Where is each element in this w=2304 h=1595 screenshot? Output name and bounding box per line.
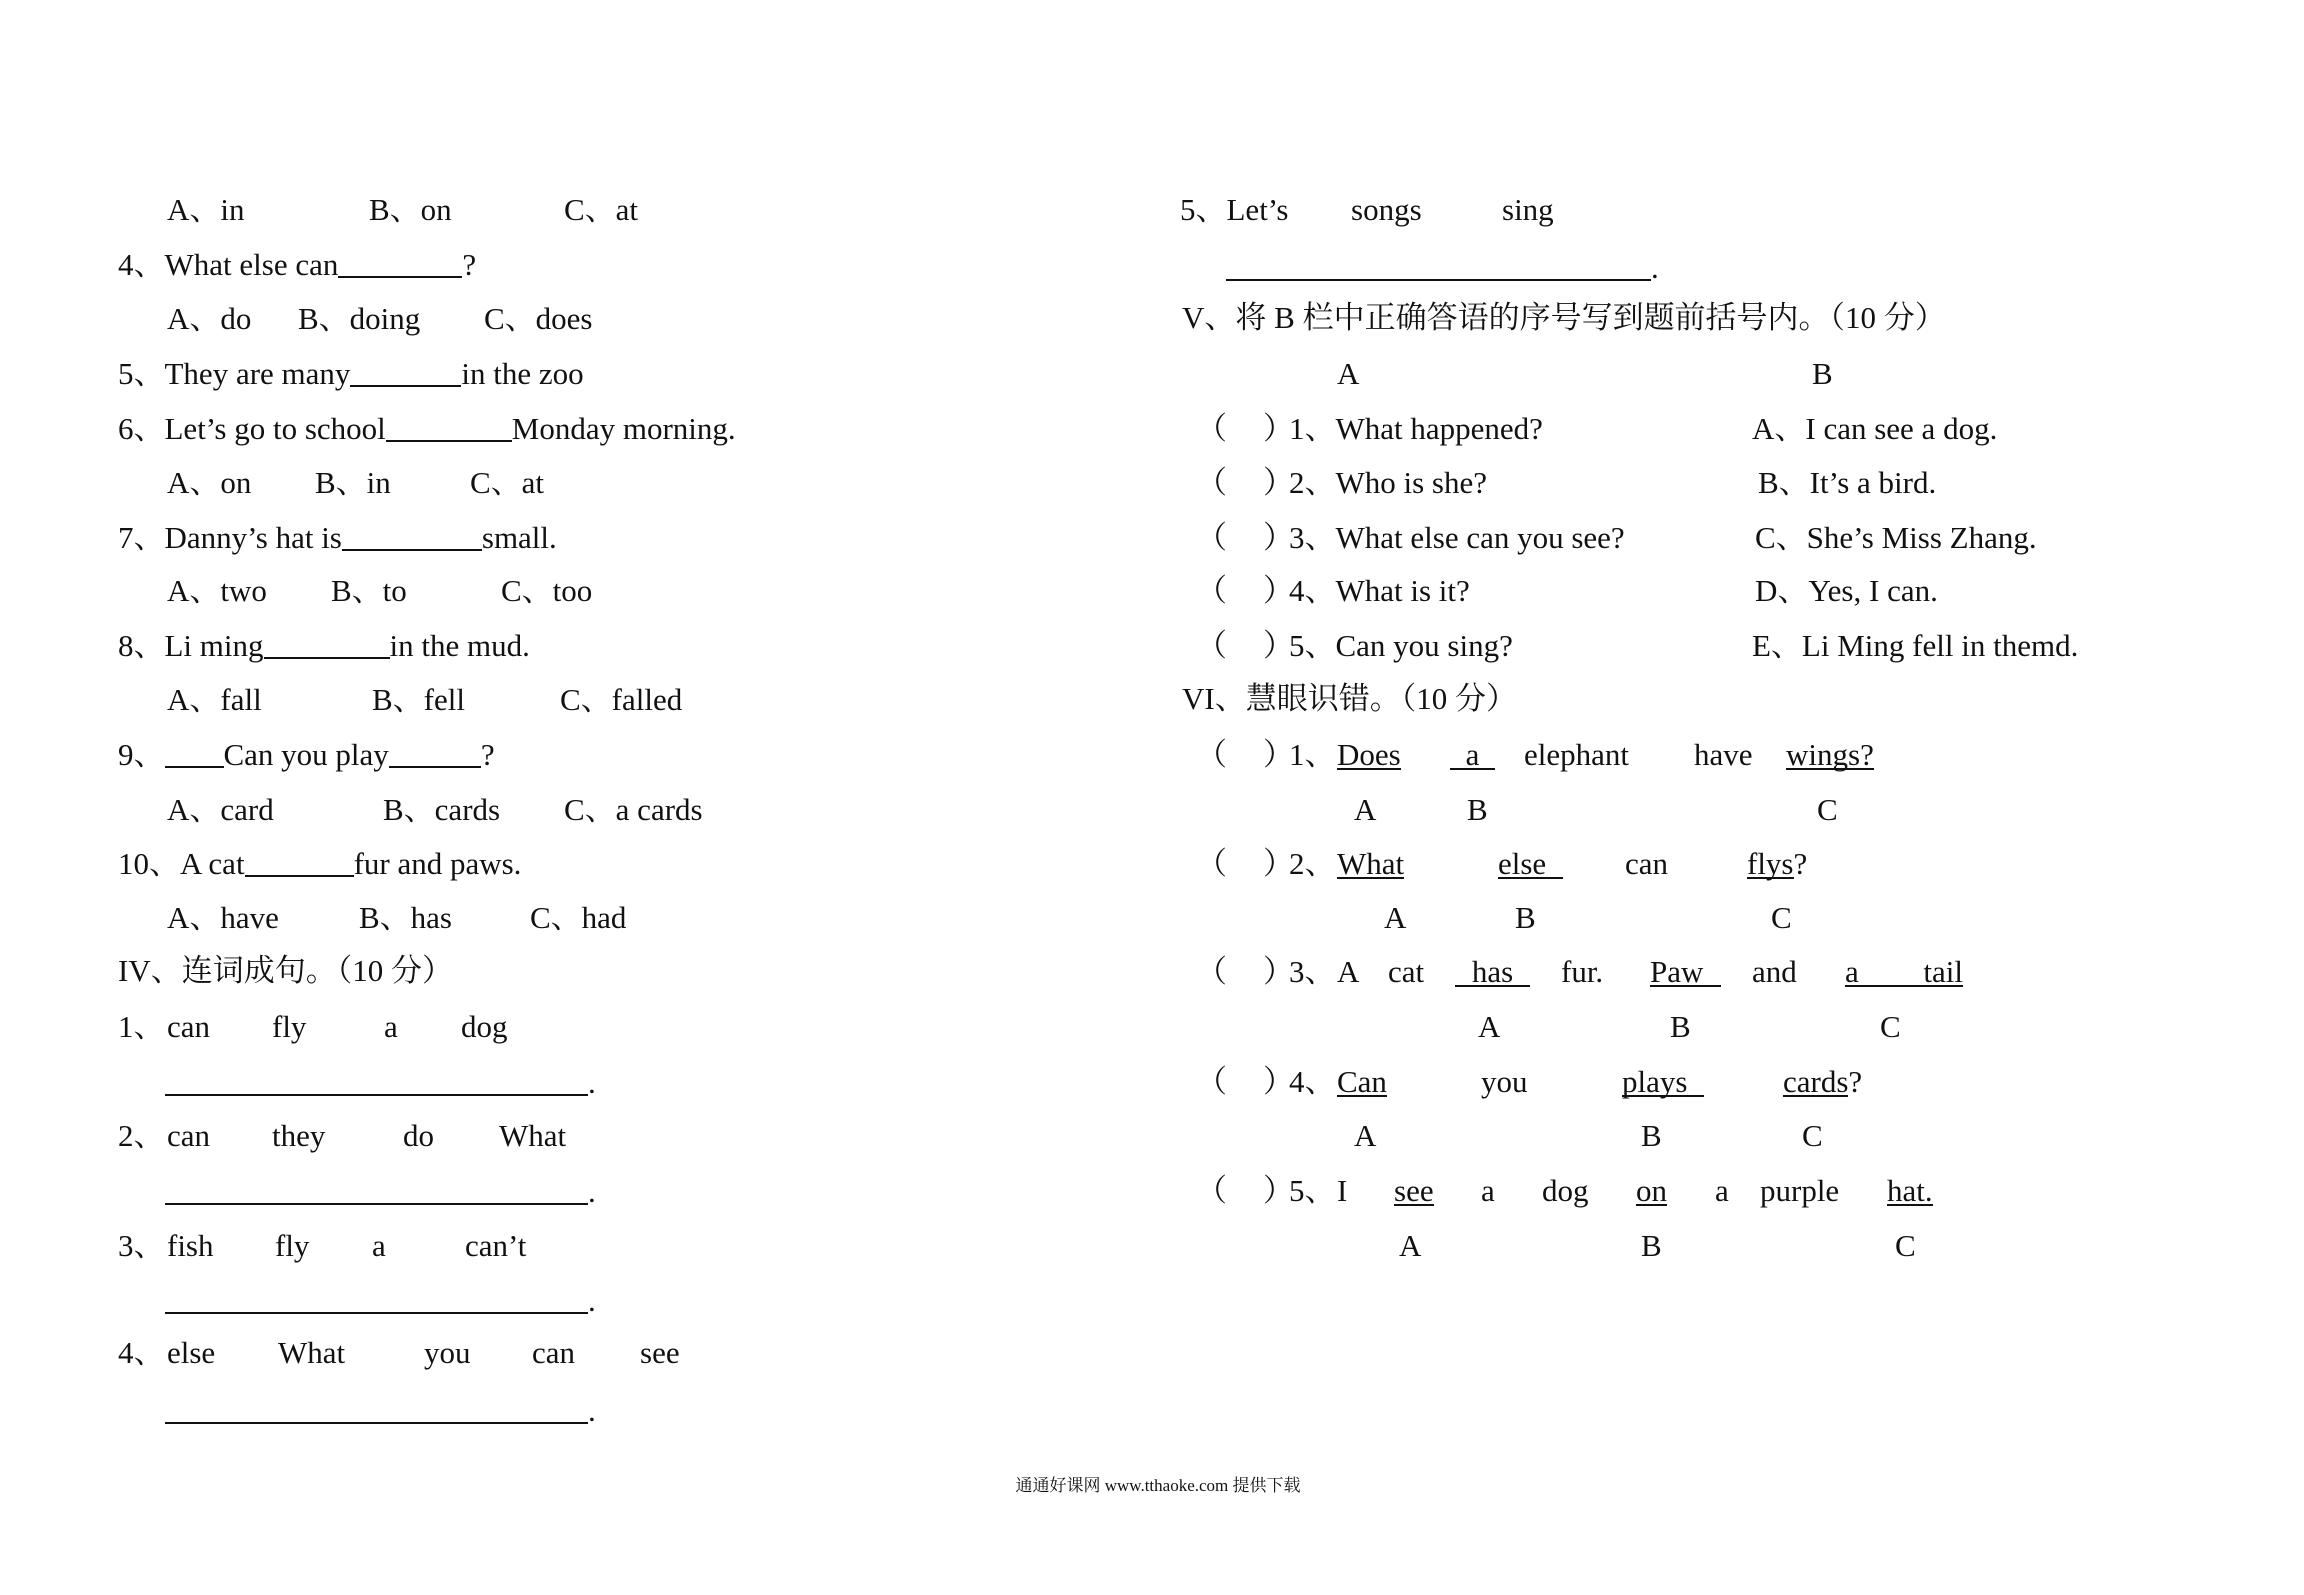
answer-paren-open: （ bbox=[1196, 411, 1227, 446]
error-4-word-underlined: plays bbox=[1622, 1062, 1704, 1102]
error-3-mark-b: B bbox=[1670, 1009, 1691, 1044]
q7-stem-before: 7、Danny’s hat is bbox=[118, 520, 342, 555]
reorder-3-number: 3、 bbox=[118, 1228, 165, 1263]
error-5-number: 5、 bbox=[1289, 1173, 1336, 1208]
q9-option-b: B、cards bbox=[383, 792, 501, 827]
q10-option-a: A、have bbox=[167, 900, 279, 935]
error-2-word-underlined: else bbox=[1498, 844, 1563, 884]
error-1-mark-b: B bbox=[1467, 792, 1488, 827]
q9-number: 9、 bbox=[118, 737, 165, 772]
matching-question-1: 1、What happened? bbox=[1289, 411, 1543, 446]
answer-blank bbox=[1226, 279, 1651, 281]
answer-paren-close: ） bbox=[1263, 628, 1294, 663]
reorder-3-word: a bbox=[372, 1228, 386, 1263]
q4-option-a: A、do bbox=[167, 301, 252, 336]
error-4-mark-a: A bbox=[1354, 1118, 1377, 1153]
error-5-mark-a: A bbox=[1399, 1228, 1422, 1263]
q10-option-c: C、had bbox=[530, 900, 627, 935]
error-1-word-underlined: Does bbox=[1337, 735, 1401, 775]
q6-stem-before: 6、Let’s go to school bbox=[118, 411, 386, 446]
error-3-mark-c: C bbox=[1880, 1009, 1901, 1044]
q8-blank bbox=[264, 657, 390, 659]
error-3-word: fur. bbox=[1561, 954, 1604, 989]
answer-paren-close: ） bbox=[1263, 1064, 1294, 1099]
error-2-mark-a: A bbox=[1384, 900, 1407, 935]
q4-option-b: B、doing bbox=[298, 301, 421, 336]
error-2-word-underlined: What bbox=[1337, 844, 1404, 884]
q4-stem-after: ? bbox=[462, 247, 477, 282]
reorder-3-word: fly bbox=[275, 1228, 310, 1263]
error-4-end: ? bbox=[1848, 1064, 1863, 1099]
error-3-word: tail bbox=[1923, 954, 1963, 989]
q10-stem bbox=[118, 844, 521, 884]
q7-option-b: B、to bbox=[331, 573, 407, 608]
q7-stem-after: small. bbox=[481, 520, 557, 555]
reorder-2-word: What bbox=[499, 1118, 567, 1153]
reorder-4-word: What bbox=[278, 1335, 346, 1370]
q9-stem-middle: Can you play bbox=[223, 737, 389, 772]
q10-option-b: B、has bbox=[359, 900, 452, 935]
reorder-2-word: they bbox=[272, 1118, 326, 1153]
q3-option-b: B、on bbox=[369, 192, 452, 227]
q10-blank bbox=[245, 875, 354, 877]
answer-paren-close: ） bbox=[1263, 846, 1294, 881]
q8-option-c: C、falled bbox=[560, 682, 683, 717]
q10-stem-after: fur and paws. bbox=[353, 846, 522, 881]
q9-blank-2 bbox=[389, 766, 481, 768]
error-5-word: a bbox=[1715, 1173, 1729, 1208]
reorder-1-word: a bbox=[384, 1009, 398, 1044]
answer-paren-close: ） bbox=[1263, 411, 1294, 446]
error-3-phrase-underlined bbox=[1845, 952, 1963, 992]
q5-stem-after: in the zoo bbox=[461, 356, 584, 391]
section-v-title: V、将 B 栏中正确答语的序号写到题前括号内。（10 分） bbox=[1182, 300, 1946, 335]
error-4-word-underlined: Can bbox=[1337, 1062, 1387, 1102]
error-3-word: cat bbox=[1388, 954, 1425, 989]
section-iv-title: IV、连词成句。（10 分） bbox=[118, 953, 453, 988]
reorder-5-answer-line bbox=[1226, 248, 1659, 288]
reorder-5-first bbox=[1180, 190, 1289, 230]
answer-paren-open: （ bbox=[1196, 846, 1227, 881]
reorder-4-word: can bbox=[532, 1335, 576, 1370]
q8-stem-after: in the mud. bbox=[389, 628, 530, 663]
q10-stem-before: 10、A cat bbox=[118, 846, 245, 881]
reorder-2-number: 2、 bbox=[118, 1118, 165, 1153]
q4-stem bbox=[118, 245, 476, 285]
error-5-word: dog bbox=[1542, 1173, 1589, 1208]
error-1-mark-c: C bbox=[1817, 792, 1838, 827]
error-2-number: 2、 bbox=[1289, 846, 1336, 881]
error-3-word-underlined: has bbox=[1455, 952, 1530, 992]
matching-answer-d: D、Yes, I can. bbox=[1755, 573, 1938, 608]
error-5-mark-b: B bbox=[1641, 1228, 1662, 1263]
error-4-mark-c: C bbox=[1802, 1118, 1823, 1153]
reorder-2-word: do bbox=[403, 1118, 434, 1153]
error-4-mark-b: B bbox=[1641, 1118, 1662, 1153]
answer-blank bbox=[165, 1094, 588, 1096]
q6-option-b: B、in bbox=[315, 465, 391, 500]
q3-option-c: C、at bbox=[564, 192, 639, 227]
error-5-word-underlined: on bbox=[1636, 1171, 1667, 1211]
matching-question-4: 4、What is it? bbox=[1289, 573, 1470, 608]
q7-stem bbox=[118, 518, 557, 558]
answer-paren-close: ） bbox=[1263, 520, 1294, 555]
reorder-2-answer-line bbox=[165, 1172, 596, 1212]
q8-option-b: B、fell bbox=[372, 682, 465, 717]
q9-stem-after: ? bbox=[480, 737, 495, 772]
q8-stem-before: 8、Li ming bbox=[118, 628, 264, 663]
answer-paren-open: （ bbox=[1196, 520, 1227, 555]
answer-paren-open: （ bbox=[1196, 628, 1227, 663]
reorder-4-answer-line bbox=[165, 1391, 596, 1431]
q6-stem bbox=[118, 409, 736, 449]
section-vi-title: VI、慧眼识错。（10 分） bbox=[1182, 681, 1517, 716]
error-2-word: can bbox=[1625, 846, 1669, 881]
q9-option-c: C、a cards bbox=[564, 792, 703, 827]
column-b-header: B bbox=[1812, 356, 1833, 391]
q6-option-c: C、at bbox=[470, 465, 545, 500]
answer-paren-close: ） bbox=[1263, 737, 1294, 772]
reorder-1-word: can bbox=[167, 1009, 211, 1044]
reorder-5-number: 5、 bbox=[1180, 192, 1227, 227]
error-3-mark-a: A bbox=[1478, 1009, 1501, 1044]
error-5-word: purple bbox=[1760, 1173, 1840, 1208]
matching-question-5: 5、Can you sing? bbox=[1289, 628, 1513, 663]
answer-period: . bbox=[588, 1283, 596, 1318]
error-5-word-underlined: see bbox=[1394, 1171, 1434, 1211]
reorder-4-word: see bbox=[640, 1335, 680, 1370]
answer-paren-close: ） bbox=[1263, 954, 1294, 989]
q8-option-a: A、fall bbox=[167, 682, 262, 717]
answer-period: . bbox=[588, 1065, 596, 1100]
reorder-1-word: dog bbox=[461, 1009, 508, 1044]
error-3-word: a bbox=[1845, 954, 1859, 989]
error-2-mark-b: B bbox=[1515, 900, 1536, 935]
answer-blank bbox=[165, 1203, 588, 1205]
error-2-word-underlined: flys bbox=[1747, 844, 1794, 884]
q5-stem bbox=[118, 354, 584, 394]
matching-answer-a: A、I can see a dog. bbox=[1752, 411, 1998, 446]
answer-blank bbox=[165, 1312, 588, 1314]
reorder-3-word: fish bbox=[167, 1228, 214, 1263]
error-1-word: elephant bbox=[1524, 737, 1630, 772]
error-4-word-underlined: cards bbox=[1783, 1062, 1848, 1102]
q6-stem-after: Monday morning. bbox=[511, 411, 736, 446]
error-3-word: A bbox=[1337, 954, 1360, 989]
error-3-number: 3、 bbox=[1289, 954, 1336, 989]
column-a-header: A bbox=[1337, 356, 1360, 391]
q9-option-a: A、card bbox=[167, 792, 274, 827]
q6-blank bbox=[386, 440, 512, 442]
matching-answer-b: B、It’s a bird. bbox=[1758, 465, 1937, 500]
answer-period: . bbox=[1651, 250, 1659, 285]
q3-option-a: A、in bbox=[167, 192, 245, 227]
reorder-4-number: 4、 bbox=[118, 1335, 165, 1370]
q8-stem bbox=[118, 626, 530, 666]
error-1-number: 1、 bbox=[1289, 737, 1336, 772]
answer-paren-open: （ bbox=[1196, 737, 1227, 772]
q4-blank bbox=[338, 276, 462, 278]
answer-paren-open: （ bbox=[1196, 954, 1227, 989]
answer-paren-open: （ bbox=[1196, 465, 1227, 500]
answer-paren-open: （ bbox=[1196, 573, 1227, 608]
error-5-word-underlined: hat. bbox=[1887, 1171, 1933, 1211]
matching-question-2: 2、Who is she? bbox=[1289, 465, 1488, 500]
reorder-1-number: 1、 bbox=[118, 1009, 165, 1044]
reorder-4-word: you bbox=[424, 1335, 471, 1370]
error-4-word: you bbox=[1481, 1064, 1528, 1099]
error-3-word-underlined: Paw bbox=[1650, 952, 1721, 992]
q9-blank-1 bbox=[165, 766, 224, 768]
q5-stem-before: 5、They are many bbox=[118, 356, 351, 391]
error-5-word: a bbox=[1481, 1173, 1495, 1208]
answer-period: . bbox=[588, 1174, 596, 1209]
q7-blank bbox=[342, 549, 482, 551]
answer-paren-open: （ bbox=[1196, 1064, 1227, 1099]
q7-option-a: A、two bbox=[167, 573, 267, 608]
answer-paren-close: ） bbox=[1263, 1173, 1294, 1208]
reorder-1-word: fly bbox=[272, 1009, 307, 1044]
error-1-word-underlined: a bbox=[1450, 735, 1495, 775]
reorder-5-word: Let’s bbox=[1226, 192, 1289, 227]
matching-answer-c: C、She’s Miss Zhang. bbox=[1755, 520, 2037, 555]
reorder-3-answer-line bbox=[165, 1281, 596, 1321]
page-footer: 通通好课网 www.tthaoke.com 提供下载 bbox=[1015, 1476, 1301, 1495]
error-4-last bbox=[1783, 1062, 1862, 1102]
answer-paren-close: ） bbox=[1263, 465, 1294, 500]
reorder-5-word: sing bbox=[1502, 192, 1554, 227]
q7-option-c: C、too bbox=[501, 573, 593, 608]
error-1-word: have bbox=[1694, 737, 1753, 772]
matching-answer-e: E、Li Ming fell in themd. bbox=[1752, 628, 2079, 663]
q6-option-a: A、on bbox=[167, 465, 252, 500]
reorder-1-answer-line bbox=[165, 1063, 596, 1103]
error-1-mark-a: A bbox=[1354, 792, 1377, 827]
error-1-word-underlined: wings? bbox=[1786, 735, 1874, 775]
error-4-number: 4、 bbox=[1289, 1064, 1336, 1099]
error-2-end: ? bbox=[1793, 846, 1808, 881]
reorder-2-word: can bbox=[167, 1118, 211, 1153]
reorder-5-word: songs bbox=[1351, 192, 1422, 227]
answer-paren-open: （ bbox=[1196, 1173, 1227, 1208]
q9-stem bbox=[118, 735, 495, 775]
error-5-mark-c: C bbox=[1895, 1228, 1916, 1263]
answer-paren-close: ） bbox=[1263, 573, 1294, 608]
error-2-last bbox=[1747, 844, 1807, 884]
reorder-4-word: else bbox=[167, 1335, 216, 1370]
q4-option-c: C、does bbox=[484, 301, 593, 336]
error-3-word: and bbox=[1752, 954, 1797, 989]
answer-blank bbox=[165, 1422, 588, 1424]
matching-question-3: 3、What else can you see? bbox=[1289, 520, 1625, 555]
error-5-word: I bbox=[1337, 1173, 1348, 1208]
q5-blank bbox=[350, 385, 461, 387]
error-2-mark-c: C bbox=[1771, 900, 1792, 935]
answer-period: . bbox=[588, 1393, 596, 1428]
q4-stem-before: 4、What else can bbox=[118, 247, 339, 282]
reorder-3-word: can’t bbox=[465, 1228, 527, 1263]
